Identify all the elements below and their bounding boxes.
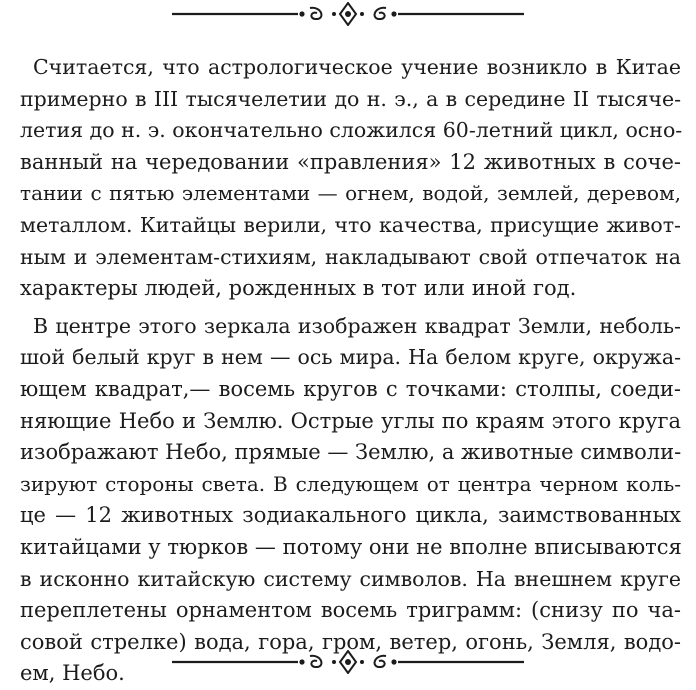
text-line: Считается, что астрологическое учение возникло в Китае	[33, 55, 681, 79]
text-line: характеры людей, рожденных в тот или иной год.	[20, 276, 577, 301]
text-line: няющие Небо и Землю. Острые углы по краям этого круга	[20, 408, 681, 433]
text-line: китайцами у тюрков — потому они не вполне вписываются	[20, 534, 682, 559]
text-line: ным и элементам-стихиям, накладывают свой отпечаток на	[20, 244, 681, 269]
text-line: шой белый круг в нем — ось мира. На белом круге, окружа-	[20, 345, 681, 370]
text-line: це — 12 животных зодиакального цикла, заимствованных	[20, 503, 681, 528]
text-line: ванный на чередовании «правления» 12 животных в сочe-	[20, 149, 681, 174]
text-line: летия до н. э. окончательно сложился 60-летний цикл, осно-	[20, 118, 683, 143]
floral-divider-icon	[170, 650, 526, 674]
text-line: переплетены орнаментом восемь триграмм: (снизу по ча-	[20, 598, 681, 623]
text-line: ем, Небо.	[20, 661, 125, 686]
text-line: примерно в III тысячелетии до н. э., а в середине II тысяче-	[20, 86, 681, 111]
bottom-floral-divider-icon	[170, 650, 526, 674]
text-line: совой стрелке) вода, гора, гром, ветер, огонь, Земля, водо-	[20, 629, 681, 654]
text-line: металлом. Китайцы верили, что качества, присущие живот-	[20, 212, 681, 237]
top-floral-divider-icon	[170, 2, 526, 26]
text-line: изображают Небо, прямые — Землю, а животные символи-	[20, 440, 682, 465]
text-line: в исконно китайскую систему символов. На внешнем круге	[20, 566, 681, 591]
text-line: зируют стороны света. В следующем от центра черном коль-	[20, 471, 681, 496]
floral-divider-icon	[170, 2, 526, 26]
paragraph-2	[20, 311, 681, 690]
text-line: В центре этого зеркала изображен квадрат Земли, неболь-	[33, 313, 681, 338]
article-text	[20, 52, 681, 690]
paragraph-1	[20, 52, 681, 305]
text-line: ющем квадрат,— восемь кругов с точками: столпы, соеди-	[20, 376, 681, 401]
text-line: тании с пятью элементами — огнем, водой, землей, деревом,	[20, 181, 681, 206]
